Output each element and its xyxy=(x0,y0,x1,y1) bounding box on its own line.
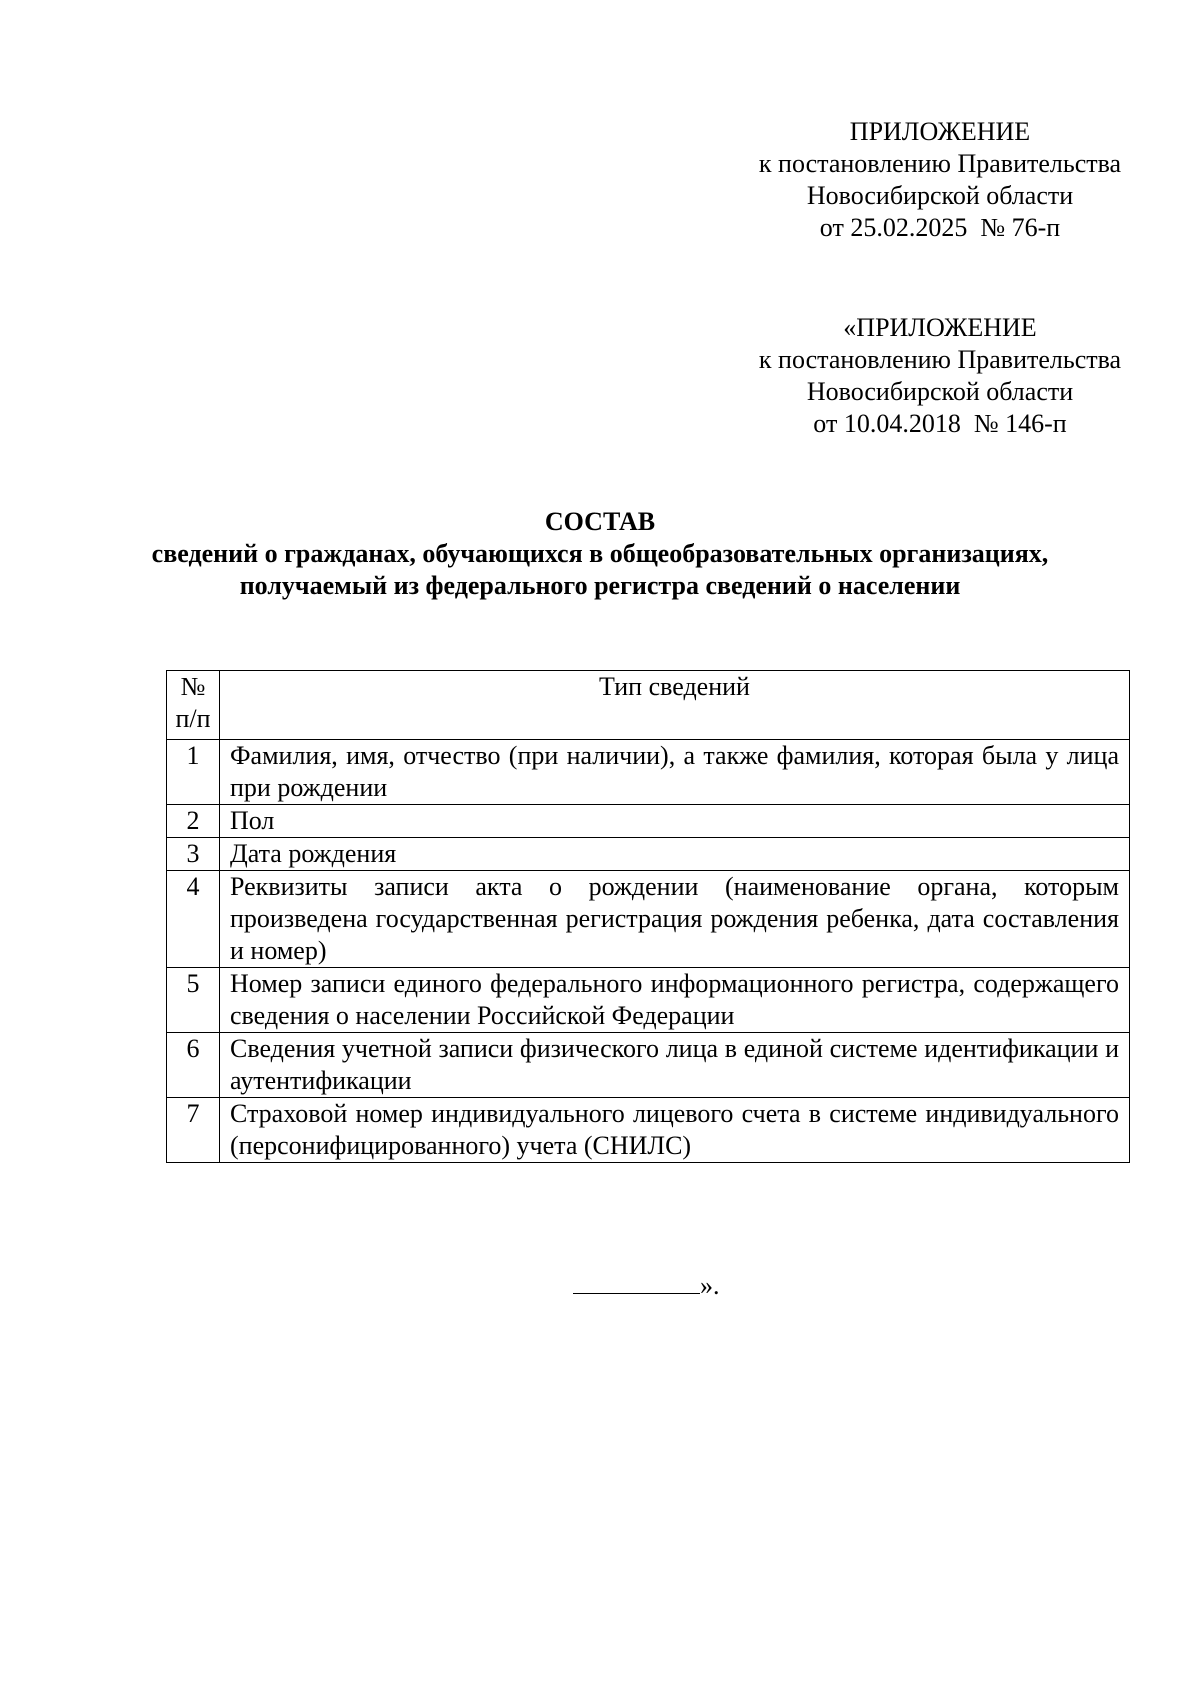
approval-line: Новосибирской области xyxy=(806,181,1074,210)
info-table xyxy=(166,670,1130,1163)
approval-line: к постановлению Правительства xyxy=(758,149,1122,178)
approval-date-number: от 25.02.2025 № 76-п xyxy=(819,213,1061,242)
row-type: Реквизиты записи акта о рождении (наименование органа, которым произведена государственная регистрация рождения ребенка, дата составления и номер) xyxy=(220,871,1130,968)
row-type: Дата рождения xyxy=(220,838,1130,871)
title-main: СОСТАВ xyxy=(544,507,656,536)
approval-date-number: от 10.04.2018 № 146-п xyxy=(813,409,1067,438)
title-subtitle-line: получаемый из федерального регистра сведений о населении xyxy=(239,571,961,600)
row-number: 2 xyxy=(167,805,220,838)
row-type: Страховой номер индивидуального лицевого счета в системе индивидуального (персонифицированного) учета (СНИЛС) xyxy=(220,1098,1130,1163)
approval-heading: ПРИЛОЖЕНИЕ xyxy=(849,117,1031,146)
table-row xyxy=(167,805,1130,838)
closing-quote: ». xyxy=(700,1271,720,1300)
approval-line: к постановлению Правительства xyxy=(758,345,1122,374)
column-header-number-line1: № xyxy=(180,672,206,701)
table-row xyxy=(167,740,1130,805)
row-number: 3 xyxy=(167,838,220,871)
column-header-number-line2: п/п xyxy=(175,704,211,733)
approval-stamp-current xyxy=(730,116,1150,244)
table-row xyxy=(167,838,1130,871)
row-type: Фамилия, имя, отчество (при наличии), а также фамилия, которая была у лица при рождении xyxy=(220,740,1130,805)
column-header-type: Тип сведений xyxy=(220,671,1130,740)
row-number: 7 xyxy=(167,1098,220,1163)
table-row xyxy=(167,871,1130,968)
table-row xyxy=(167,1033,1130,1098)
closing-mark xyxy=(573,1270,720,1302)
row-number: 1 xyxy=(167,740,220,805)
row-number: 6 xyxy=(167,1033,220,1098)
closing-underline xyxy=(573,1271,700,1294)
approval-stamp-original xyxy=(730,312,1150,440)
row-type: Номер записи единого федерального информационного регистра, содержащего сведения о населении Российской Федерации xyxy=(220,968,1130,1033)
row-number: 5 xyxy=(167,968,220,1033)
table-header-row xyxy=(167,671,1130,740)
row-number: 4 xyxy=(167,871,220,968)
title-subtitle-line: сведений о гражданах, обучающихся в общеобразовательных организациях, xyxy=(151,539,1049,568)
row-type: Сведения учетной записи физического лица в единой системе идентификации и аутентификации xyxy=(220,1033,1130,1098)
column-header-number xyxy=(167,671,220,740)
approval-heading: «ПРИЛОЖЕНИЕ xyxy=(843,313,1037,342)
row-type: Пол xyxy=(220,805,1130,838)
approval-line: Новосибирской области xyxy=(806,377,1074,406)
table-row xyxy=(167,1098,1130,1163)
document-title xyxy=(120,506,1080,602)
table-row xyxy=(167,968,1130,1033)
